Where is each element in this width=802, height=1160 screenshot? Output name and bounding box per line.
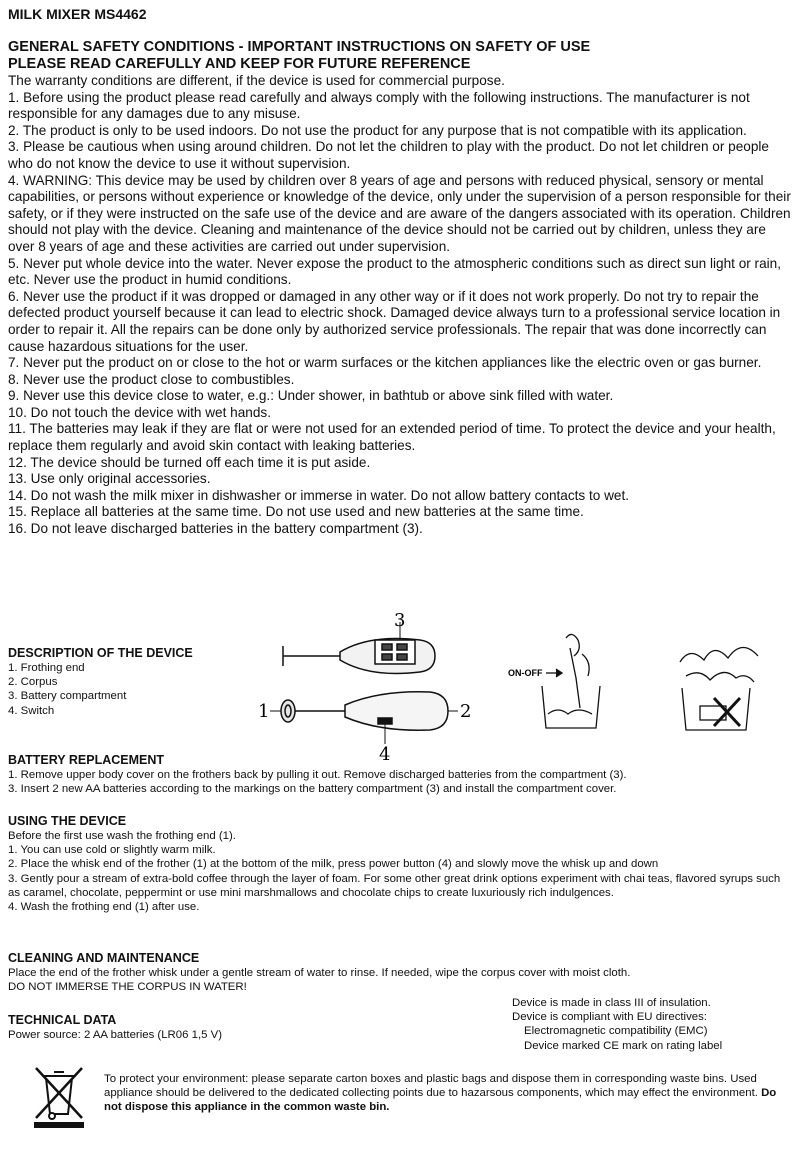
device-diagram: [230, 610, 480, 765]
warranty-note: The warranty conditions are different, if the device is used for commercial purpose.: [8, 73, 505, 88]
battery-step: 3. Insert 2 new AA batteries according to the markings on the battery compartment (3) and install the compartment cover.: [8, 783, 617, 796]
using-step: Before the first use wash the frothing end (1).: [8, 830, 236, 842]
frother-side-view-icon: [281, 692, 448, 730]
using-step: 4. Wash the frothing end (1) after use.: [8, 901, 200, 914]
compliance-block: [512, 996, 794, 1053]
safety-item: 5. Never put whole device into the water. Never expose the product to the atmospheric conditions such as direct sun light or rain, etc. Never use the product in humid conditions.: [8, 255, 781, 288]
part-item: 2. Corpus: [8, 676, 58, 689]
safety-list: [8, 90, 794, 538]
manual-page: [8, 6, 794, 538]
frother-top-view-icon: [283, 639, 435, 674]
label-4: 4: [379, 744, 391, 765]
safety-item: 6. Never use the product if it was dropped or damaged in any other way or if it does not work properly. Do not try to repair the defected product yourself because it can lead to electric shock. Damaged device always turn to a professional service location in order to repair it. All the repairs can be done only by authorized service professionals. The repair that was done incorrectly can cause hazardous situations for the user.: [8, 288, 781, 354]
safety-item: 13. Use only original accessories.: [8, 471, 211, 487]
part-item: 4. Switch: [8, 704, 55, 717]
label-1: 1: [258, 701, 270, 722]
glass-frothing-icon: [542, 634, 600, 728]
power-source: Power source: 2 AA batteries (LR06 1,5 V): [8, 1029, 223, 1041]
cleaning-heading: CLEANING AND MAINTENANCE: [8, 951, 200, 965]
compliance-line: Device is made in class III of insulation.: [512, 997, 711, 1009]
safety-item: 14. Do not wash the milk mixer in dishwasher or immerse in water. Do not allow battery contacts to wet.: [8, 487, 630, 503]
environment-notice: [104, 1072, 788, 1115]
safety-item: 4. WARNING: This device may be used by children over 8 years of age and persons with reduced physical, sensory or mental capabilities, or persons without experience or knowledge of the device, only under the supervision of a person responsible for their safety, or if they were instructed on the safe use of the device and are aware of the dangers associated with its operation. Children should not play with the device. Cleaning and maintenance of the device should not be carried out by children, unless they are over 8 years of age and these activities are carried out under supervision.: [8, 172, 791, 254]
battery-step: 1. Remove upper body cover on the frothers back by pulling it out. Remove discharged batteries from the compartment (3).: [8, 769, 627, 781]
compliance-line: Device marked CE mark on rating label: [524, 1039, 723, 1052]
crossed-bin-icon: [30, 1064, 88, 1130]
safety-item: 8. Never use the product close to combustibles.: [8, 371, 295, 387]
environment-text: [104, 1072, 788, 1115]
safety-item: 3. Please be cautious when using around children. Do not let the children to play with the product. Do not let children or people who do not know the device to use it without supervision.: [8, 139, 769, 171]
cleaning-warning: DO NOT IMMERSE THE CORPUS IN WATER!: [8, 981, 247, 994]
cleaning-text: Place the end of the frother whisk under a gentle stream of water to rinse. If needed, wipe the corpus cover with moist cloth.: [8, 967, 631, 979]
safety-item: 7. Never put the product on or close to the hot or warm surfaces or the kitchen appliances like the electric oven or gas burner.: [8, 355, 762, 371]
environment-bold-warning: Do not dispose this appliance in the common waste bin.: [104, 1087, 777, 1114]
device-description: [8, 646, 248, 718]
using-heading: USING THE DEVICE: [8, 814, 127, 828]
using-step: 2. Place the whisk end of the frother (1) at the bottom of the milk, press power button (4) and slowly move the whisk up and down: [8, 858, 659, 871]
technical-section: [8, 1013, 408, 1042]
using-step: 1. You can use cold or slightly warm milk.: [8, 844, 216, 857]
battery-section: [8, 753, 794, 796]
safety-item: 2. The product is only to be used indoors. Do not use the product for any purpose that is not compatible with its application.: [8, 122, 747, 138]
safety-item: 15. Replace all batteries at the same time. Do not use used and new batteries at the same time.: [8, 504, 584, 520]
no-immersion-illustration: [670, 628, 770, 738]
safety-item: 10. Do not touch the device with wet hands.: [8, 404, 271, 420]
technical-heading: TECHNICAL DATA: [8, 1013, 117, 1027]
compliance-line: Electromagnetic compatibility (EMC): [524, 1025, 708, 1038]
using-step: 3. Gently pour a stream of extra-bold coffee through the layer of foam. For some other great drink options experiment with chai teas, flavored syrups such as caramel, chocolate, peppermint or use mini marshmallows and chocolate chips to create luxuriously rich indulgences.: [8, 872, 781, 899]
using-section: [8, 814, 794, 914]
safety-item: 11. The batteries may leak if they are flat or were not used for an extended period of time. To protect the device and your health, replace them regularly and avoid skin contact with leaking batteries.: [8, 421, 776, 454]
part-item: 3. Battery compartment: [8, 690, 127, 703]
product-title: MILK MIXER MS4462: [8, 6, 147, 22]
on-off-label: ON-OFF: [508, 668, 543, 678]
part-item: 1. Frothing end: [8, 662, 85, 674]
usage-illustration: [508, 628, 618, 738]
safety-item: 12. The device should be turned off each time it is put aside.: [8, 454, 371, 470]
safety-item: 9. Never use this device close to water, e.g.: Under shower, in bathtub or above sink filled with water.: [8, 388, 614, 404]
compliance-line: Device is compliant with EU directives:: [512, 1011, 707, 1024]
no-dishwasher-icon: [680, 647, 758, 730]
label-2: 2: [460, 701, 472, 722]
label-3: 3: [394, 610, 406, 631]
battery-heading: BATTERY REPLACEMENT: [8, 753, 165, 767]
cleaning-section: [8, 951, 794, 994]
safety-item: 16. Do not leave discharged batteries in the battery compartment (3).: [8, 521, 423, 537]
safety-subheading: PLEASE READ CAREFULLY AND KEEP FOR FUTURE REFERENCE: [8, 56, 471, 72]
safety-heading: GENERAL SAFETY CONDITIONS - IMPORTANT INSTRUCTIONS ON SAFETY OF USE: [8, 39, 591, 55]
safety-item: 1. Before using the product please read carefully and always comply with the following instructions. The manufacturer is not responsible for any damages due to any misuse.: [8, 89, 750, 122]
environment-body: To protect your environment: please separate carton boxes and plastic bags and dispose them in corresponding waste bins. Used appliance should be delivered to the dedicated collecting points due to hazarsous components, which may effect the environment.: [104, 1073, 758, 1100]
description-heading: DESCRIPTION OF THE DEVICE: [8, 646, 193, 660]
